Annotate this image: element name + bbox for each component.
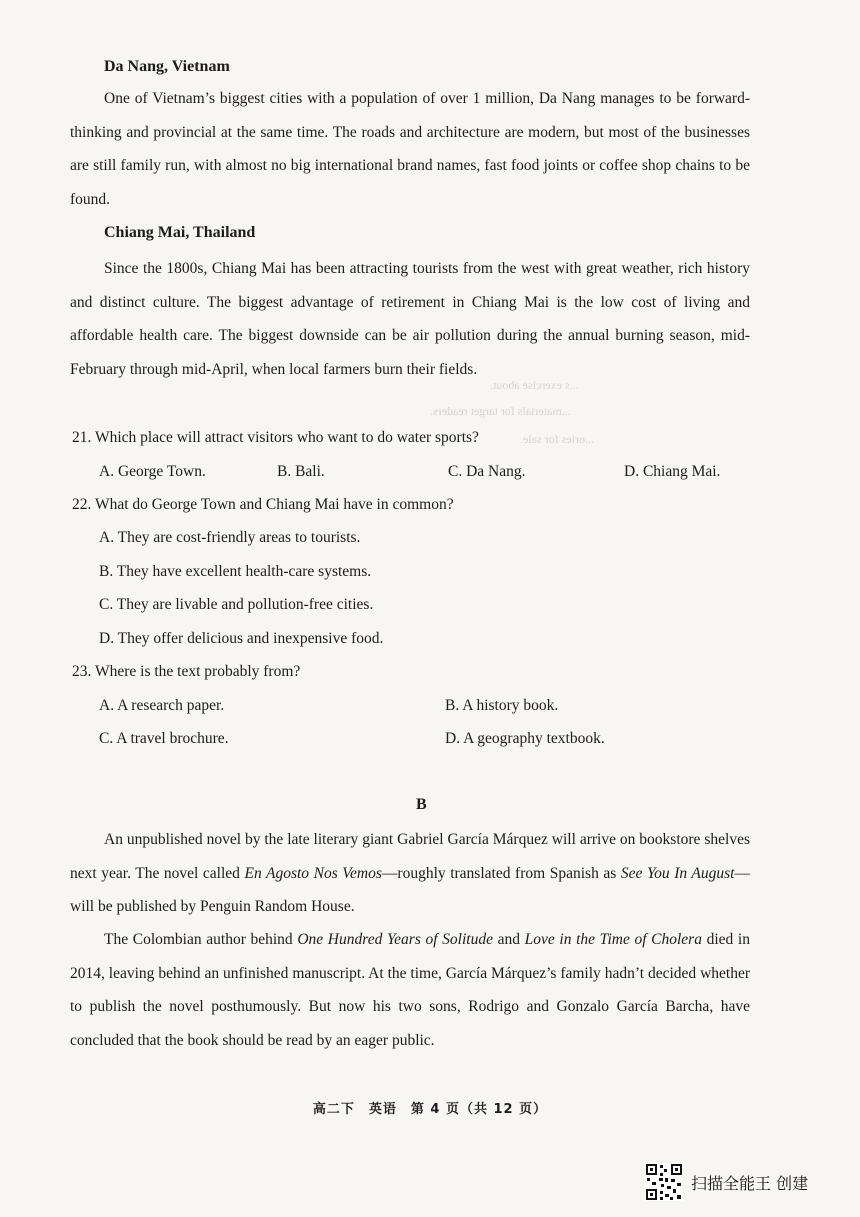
question-23-option-d: D. A geography textbook. bbox=[445, 730, 605, 747]
question-21-stem: 21. Which place will attract visitors who want to do water sports? bbox=[72, 429, 479, 446]
bleed-through-text: ...s exercise about. bbox=[490, 378, 579, 392]
book-title: En Agosto Nos Vemos bbox=[244, 864, 382, 882]
book-title: Love in the Time of Cholera bbox=[524, 931, 702, 948]
question-23-option-c: C. A travel brochure. bbox=[99, 730, 229, 747]
question-23-option-a: A. A research paper. bbox=[99, 697, 225, 714]
chiang-mai-heading: Chiang Mai, Thailand bbox=[104, 224, 256, 241]
question-21-option-c: C. Da Nang. bbox=[448, 463, 526, 480]
question-23-option-b: B. A history book. bbox=[445, 697, 559, 714]
question-22-option-a: A. They are cost-friendly areas to tourists. bbox=[99, 529, 361, 546]
page-footer: 高二下 英语 第 4 页（共 12 页） bbox=[312, 1102, 548, 1117]
question-21-option-b: B. Bali. bbox=[277, 463, 325, 480]
da-nang-paragraph: One of Vietnam’s biggest cities with a population of over 1 million, Da Nang manages to be forward-thinking and provincial at the same time. The roads and architecture are modern, but most of the businesses are still family run, with almost no big international brand names, fast food joints or coffee shop chains to be found. bbox=[70, 90, 750, 208]
scanner-watermark bbox=[645, 1163, 808, 1201]
watermark-text: 扫描全能王 创建 bbox=[691, 1173, 809, 1193]
bleed-through-text: ...ories for sale. bbox=[520, 432, 594, 446]
passage-b-paragraph-2: The Colombian author behind One Hundred Years of Solitude and Love in the Time of Cholera died in 2014, leaving behind an unfinished manuscript. At the time, García Márquez’s family hadn’t decided whether to publish the novel posthumously. But now his two sons, Rodrigo and Gonzalo García Barcha, have concluded that the book should be read by an eager public. bbox=[70, 931, 750, 1049]
section-b-letter: B bbox=[416, 796, 427, 813]
question-22-option-c: C. They are livable and pollution-free cities. bbox=[99, 596, 374, 613]
book-title: One Hundred Years of Solitude bbox=[297, 931, 493, 948]
chiang-mai-paragraph: Since the 1800s, Chiang Mai has been attracting tourists from the west with great weather, rich history and distinct culture. The biggest advantage of retirement in Chiang Mai is the low cost of living and affordable health care. The biggest downside can be air pollution during the annual burning season, mid-February through mid-April, when local farmers burn their fields. bbox=[70, 260, 750, 378]
question-22-stem: 22. What do George Town and Chiang Mai have in common? bbox=[72, 496, 454, 513]
question-22-option-b: B. They have excellent health-care systems. bbox=[99, 563, 372, 580]
passage-b-paragraph-1: An unpublished novel by the late literary giant Gabriel García Márquez will arrive on bookstore shelves next year. The novel called En Agosto Nos Vemos—roughly translated from Spanish as See You In August—will be published by Penguin Random House. bbox=[70, 831, 750, 915]
question-21-option-d: D. Chiang Mai. bbox=[624, 463, 721, 480]
da-nang-heading: Da Nang, Vietnam bbox=[104, 58, 230, 75]
book-title: See You In August bbox=[620, 864, 735, 882]
question-22-option-d: D. They offer delicious and inexpensive food. bbox=[99, 630, 384, 647]
bleed-through-text: ...materials for target readers. bbox=[430, 404, 571, 418]
qr-code-icon bbox=[645, 1163, 683, 1201]
question-21-option-a: A. George Town. bbox=[99, 463, 206, 480]
question-23-stem: 23. Where is the text probably from? bbox=[72, 663, 301, 680]
